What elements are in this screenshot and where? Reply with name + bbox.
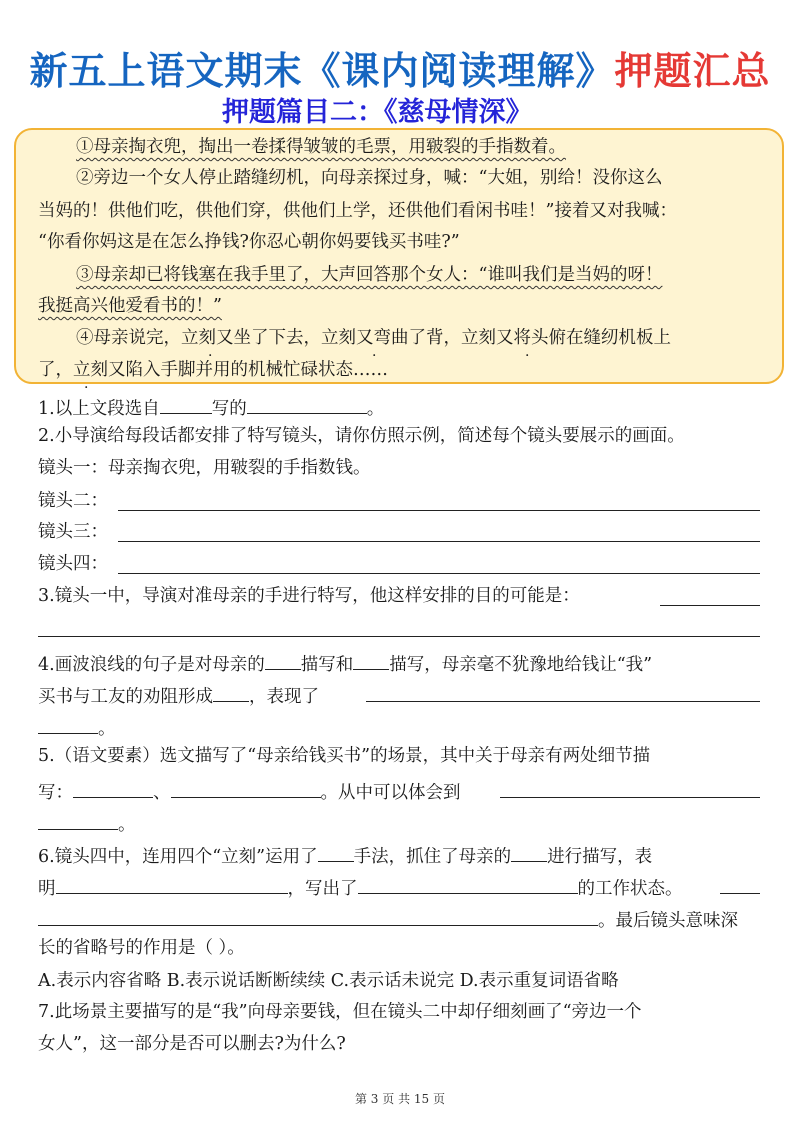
q5-text-d: 。从中可以体会到	[320, 783, 461, 803]
question-4-line-2	[38, 684, 319, 707]
q2-shot-4-answer-line[interactable]	[118, 573, 760, 574]
q4-text-c: 描写，母亲毫不犹豫地给钱让“我”	[389, 655, 653, 675]
question-5-line-1: 5.（语文要素）选文描写了“母亲给钱买书”的场景，其中关于母亲有两处细节描	[38, 746, 651, 766]
emphasis-dot: ·	[208, 348, 213, 364]
q1-text-c: 。	[366, 399, 385, 419]
q5-blank-1[interactable]	[73, 780, 153, 798]
page-title	[0, 40, 800, 95]
q4-blank-1[interactable]	[265, 652, 301, 670]
question-5-line-3	[38, 812, 136, 835]
q5-text-e: 。	[118, 815, 136, 835]
footer-pre: 第	[354, 1092, 367, 1106]
question-6-line-3	[38, 908, 738, 931]
q6-text-f: 的工作状态。	[577, 879, 683, 899]
q6-blank-2[interactable]	[511, 844, 547, 862]
q6-text-g: 。最后镜头意味深	[598, 911, 738, 931]
q6-options: A.表示内容省略 B.表示说话断断续续 C.表示话未说完 D.表示重复词语省略	[38, 971, 619, 991]
q6-blank-3[interactable]	[56, 876, 288, 894]
q4-text-a: 4.画波浪线的句子是对母亲的	[38, 655, 265, 675]
q6-text-a: 6.镜头四中，连用四个“立刻”运用了	[38, 847, 318, 867]
q1-text-a: 1.以上文段选自	[38, 399, 160, 419]
footer-post: 页	[433, 1092, 446, 1106]
footer-total-pages: 15	[413, 1092, 430, 1106]
q6-answer-line-1[interactable]	[720, 893, 760, 894]
passage-p2c: “你看你妈这是在怎么挣钱?你忍心朝你妈要钱买书哇?”	[38, 232, 460, 252]
q6-text-e: ，写出了	[287, 879, 358, 899]
q4-blank-3[interactable]	[213, 684, 249, 702]
q2-example: 镜头一：母亲掏衣兜，用皲裂的手指数钱。	[38, 458, 371, 478]
passage-p4a: ④母亲说完，立刻又坐了下去，立刻又弯曲了背，立刻又将头俯在缝纫机板上	[76, 328, 671, 348]
question-1	[38, 396, 384, 419]
emphasis-dot: ·	[372, 348, 377, 364]
question-6-line-1	[38, 844, 652, 867]
q5-blank-2[interactable]	[171, 780, 321, 798]
q6-text-c: 进行描写，表	[547, 847, 653, 867]
subtitle-label: 押题篇目二：	[222, 97, 384, 128]
question-6-line-4: 长的省略号的作用是（ ）。	[38, 938, 245, 958]
q1-text-b: 写的	[211, 399, 247, 419]
passage-p2a: ②旁边一个女人停止踏缝纫机，向母亲探过身，喊：“大姐，别给！没你这么	[76, 168, 663, 188]
q4-blank-2[interactable]	[353, 652, 389, 670]
question-4-line-1	[38, 652, 652, 675]
q6-text-d: 明	[38, 879, 56, 899]
question-7-line-1: 7.此场景主要描写的是“我”向母亲要钱，但在镜头二中却仔细刻画了“旁边一个	[38, 1002, 642, 1022]
q2-shot-3-label: 镜头三：	[38, 522, 108, 542]
question-2: 2.小导演给每段话都安排了特写镜头，请你仿照示例，简述每个镜头要展示的画面。	[38, 426, 685, 446]
question-5-line-2	[38, 780, 461, 803]
q4-blank-4[interactable]	[38, 716, 98, 734]
q5-blank-3[interactable]	[38, 812, 118, 830]
passage-p3b-text: 我挺高兴他爱看书的！”	[38, 296, 222, 316]
q4-text-b: 描写和	[300, 655, 354, 675]
passage-p1-text: ①母亲掏衣兜，掏出一卷揉得皱皱的毛票，用皲裂的手指数着。	[76, 137, 566, 157]
passage-p4b: 了，立刻又陷入手脚并用的机械忙碌状态……	[38, 360, 388, 380]
subtitle-name: 《慈母情深》	[384, 97, 533, 128]
question-7-line-2: 女人”，这一部分是否可以删去?为什么?	[38, 1034, 346, 1054]
q5-answer-line-1[interactable]	[500, 797, 760, 798]
q4-text-d: 买书与工友的劝阻形成	[38, 687, 213, 707]
q6-blank-1[interactable]	[318, 844, 354, 862]
q2-shot-2-label: 镜头二：	[38, 491, 108, 511]
question-6-line-2	[38, 876, 683, 899]
passage-p2b: 当妈的！供他们吃，供他们穿，供他们上学，还供他们看闲书哇！”接着又对我喊：	[38, 201, 677, 221]
q5-text-c: 、	[153, 783, 171, 803]
passage-p1	[76, 139, 566, 157]
title-part-2: 《课内阅读理解》	[302, 48, 615, 93]
question-3: 3.镜头一中，导演对准母亲的手进行特写，他这样安排的目的可能是：	[38, 586, 580, 606]
title-part-1: 新五上语文期末	[29, 48, 303, 93]
q4-answer-line-1[interactable]	[366, 701, 760, 702]
q3-answer-line-2[interactable]	[38, 636, 760, 637]
q2-shot-3-answer-line[interactable]	[118, 541, 760, 542]
q6-blank-5[interactable]	[38, 908, 598, 926]
passage-p3b	[38, 298, 222, 316]
q2-shot-4-label: 镜头四：	[38, 554, 108, 574]
q1-blank-title[interactable]	[247, 396, 367, 414]
question-4-line-3	[38, 716, 116, 739]
q2-shot-2-answer-line[interactable]	[118, 510, 760, 511]
page-footer	[0, 1090, 800, 1107]
q4-text-f: 。	[98, 719, 116, 739]
q4-text-e: ，表现了	[249, 687, 319, 707]
passage-p3a-text: ③母亲却已将钱塞在我手里了，大声回答那个女人：“谁叫我们是当妈的呀！	[76, 265, 663, 285]
q6-text-b: 手法，抓住了母亲的	[353, 847, 512, 867]
title-part-3: 押题汇总	[614, 48, 771, 93]
footer-page-number: 3	[370, 1092, 379, 1106]
emphasis-dot: ·	[84, 380, 89, 396]
q1-blank-author[interactable]	[160, 396, 212, 414]
q5-text-b: 写：	[38, 783, 73, 803]
passage-p3a	[76, 267, 662, 285]
q6-blank-4[interactable]	[358, 876, 578, 894]
emphasis-dot: ·	[525, 348, 530, 364]
q3-answer-line-1[interactable]	[660, 605, 760, 606]
subtitle	[222, 90, 533, 129]
footer-mid: 页 共	[382, 1092, 411, 1106]
